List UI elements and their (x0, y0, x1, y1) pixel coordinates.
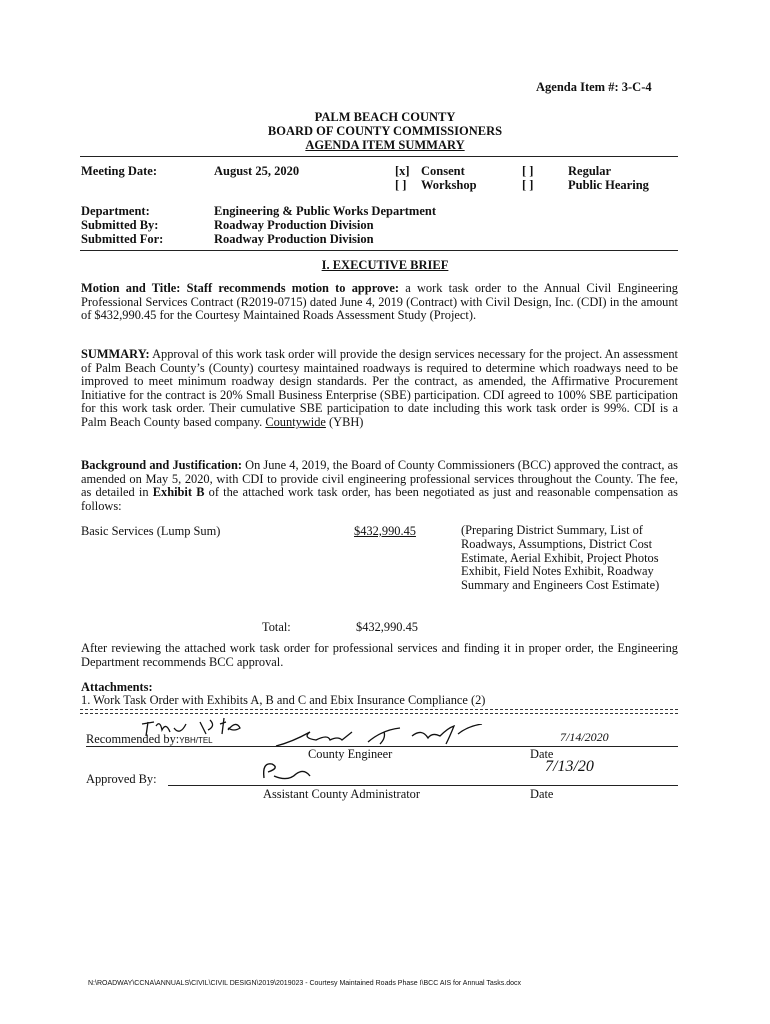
meeting-date-label: Meeting Date: (81, 164, 158, 178)
workshop-checkbox[interactable]: [ ] (395, 178, 407, 192)
regular-label: Regular (568, 164, 612, 178)
workshop-label: Workshop (421, 178, 477, 192)
date2-handwritten: 7/13/20 (545, 758, 594, 775)
assistant-administrator-signature (258, 756, 318, 784)
background-label: Background and Justification: (81, 458, 242, 472)
consent-checkbox[interactable]: [x] (395, 164, 410, 178)
closing-paragraph: After reviewing the attached work task order for professional services and finding it in proper order, the Engineering Department recommends BCC approval. (81, 641, 678, 669)
motion-label: Motion and Title: Staff recommends motion to approve: (81, 281, 399, 295)
initials-signature (140, 716, 250, 742)
public-hearing-label: Public Hearing (568, 178, 649, 192)
background-text-b: of the attached work task order, has been negotiated as just and reasonable compensation as follows: (81, 485, 678, 513)
motion-paragraph (81, 282, 678, 323)
summary-paragraph (81, 348, 678, 430)
date1-label: Date (530, 747, 554, 761)
attachments-rule-bottom (80, 713, 678, 714)
services-description: (Preparing District Summary, List of Roadways, Assumptions, District Cost Estimate, Aerial Exhibit, Project Photos Exhibit, Field Notes Exhibit, Roadway Summary and Engineers Cost Estimate) (461, 523, 660, 593)
total-amount: $432,990.45 (356, 620, 418, 634)
submitted-for-value: Roadway Production Division (214, 232, 374, 246)
summary-label: SUMMARY: (81, 347, 150, 361)
background-paragraph (81, 459, 678, 513)
summary-text: Approval of this work task order will provide the design services necessary for the project. An assessment of Palm Beach County’s (County) courtesy maintained roadways is required to determine which roadways need to be improved to meet minimum roadway design standards. Per the contract, as amended, the Affirmative Procurement Initiative for the contract is 20% Small Business Enterprise (SBE) participation. CDI agreed to 100% SBE participation for this work task order. Their cumulative SBE participation to date including this work task order is 99%. CDI is a Palm Beach County based company. (81, 347, 678, 429)
header-rule (80, 156, 678, 157)
approved-by-label: Approved By: (86, 772, 157, 786)
regular-checkbox[interactable]: [ ] (522, 164, 534, 178)
exhibit-ref: Exhibit B (152, 485, 205, 500)
services-label: Basic Services (Lump Sum) (81, 524, 221, 538)
attachment-item-1: 1. Work Task Order with Exhibits A, B and C and Ebix Insurance Compliance (2) (81, 693, 486, 707)
total-label: Total: (262, 620, 291, 634)
meeting-date-value: August 25, 2020 (214, 164, 300, 178)
motion-text: a work task order to the Annual Civil Engineering Professional Services Contract (R2019-0715) dated June 4, 2019 (Contract) with Civil Design, Inc. (CDI) in the amount of $432,990.45 for the Courtesy Maintained Roads Assessment Study (Project). (81, 281, 678, 323)
submitted-for-label: Submitted For: (81, 232, 164, 246)
attachments-rule-top (80, 709, 678, 710)
public-hearing-checkbox[interactable]: [ ] (522, 178, 534, 192)
footer-file-path: N:\ROADWAY\CCNA\ANNUALS\CIVIL\CIVIL DESIGN\2019\2019023 - Courtesy Maintained Roads Phase I\BCC AIS for Annual Tasks.docx (88, 980, 522, 987)
board-name: BOARD OF COUNTY COMMISSIONERS (267, 124, 503, 138)
date1-handwritten: 7/14/2020 (560, 730, 609, 744)
attachments-label: Attachments: (81, 680, 153, 694)
agenda-item-number: Agenda Item #: 3-C-4 (536, 80, 652, 94)
section-title: I. EXECUTIVE BRIEF (321, 258, 449, 272)
section-rule (80, 250, 678, 251)
county-name: PALM BEACH COUNTY (314, 110, 456, 124)
background-text-a: On June 4, 2019, the Board of County Commissioners (BCC) approved the contract, as amended on May 5, 2020, with CDI to provide civil engineering professional services throughout the County. The fee, as detailed in (81, 458, 678, 500)
page-title: AGENDA ITEM SUMMARY (305, 138, 465, 152)
consent-label: Consent (421, 164, 465, 178)
recommended-initials: YBH/TEL (179, 736, 213, 745)
date2-label: Date (530, 787, 554, 801)
recommended-by-text: Recommended by: (86, 732, 180, 746)
summary-tail: (YBH) (325, 414, 364, 429)
approved-sign-line (168, 785, 678, 786)
submitted-by-value: Roadway Production Division (214, 218, 374, 232)
countywide-link: Countywide (265, 414, 326, 429)
services-amount: $432,990.45 (354, 524, 416, 538)
assistant-administrator-title: Assistant County Administrator (263, 787, 420, 801)
department-label: Department: (81, 204, 150, 218)
submitted-by-label: Submitted By: (81, 218, 159, 232)
department-value: Engineering & Public Works Department (214, 204, 436, 218)
county-engineer-title: County Engineer (308, 747, 393, 761)
